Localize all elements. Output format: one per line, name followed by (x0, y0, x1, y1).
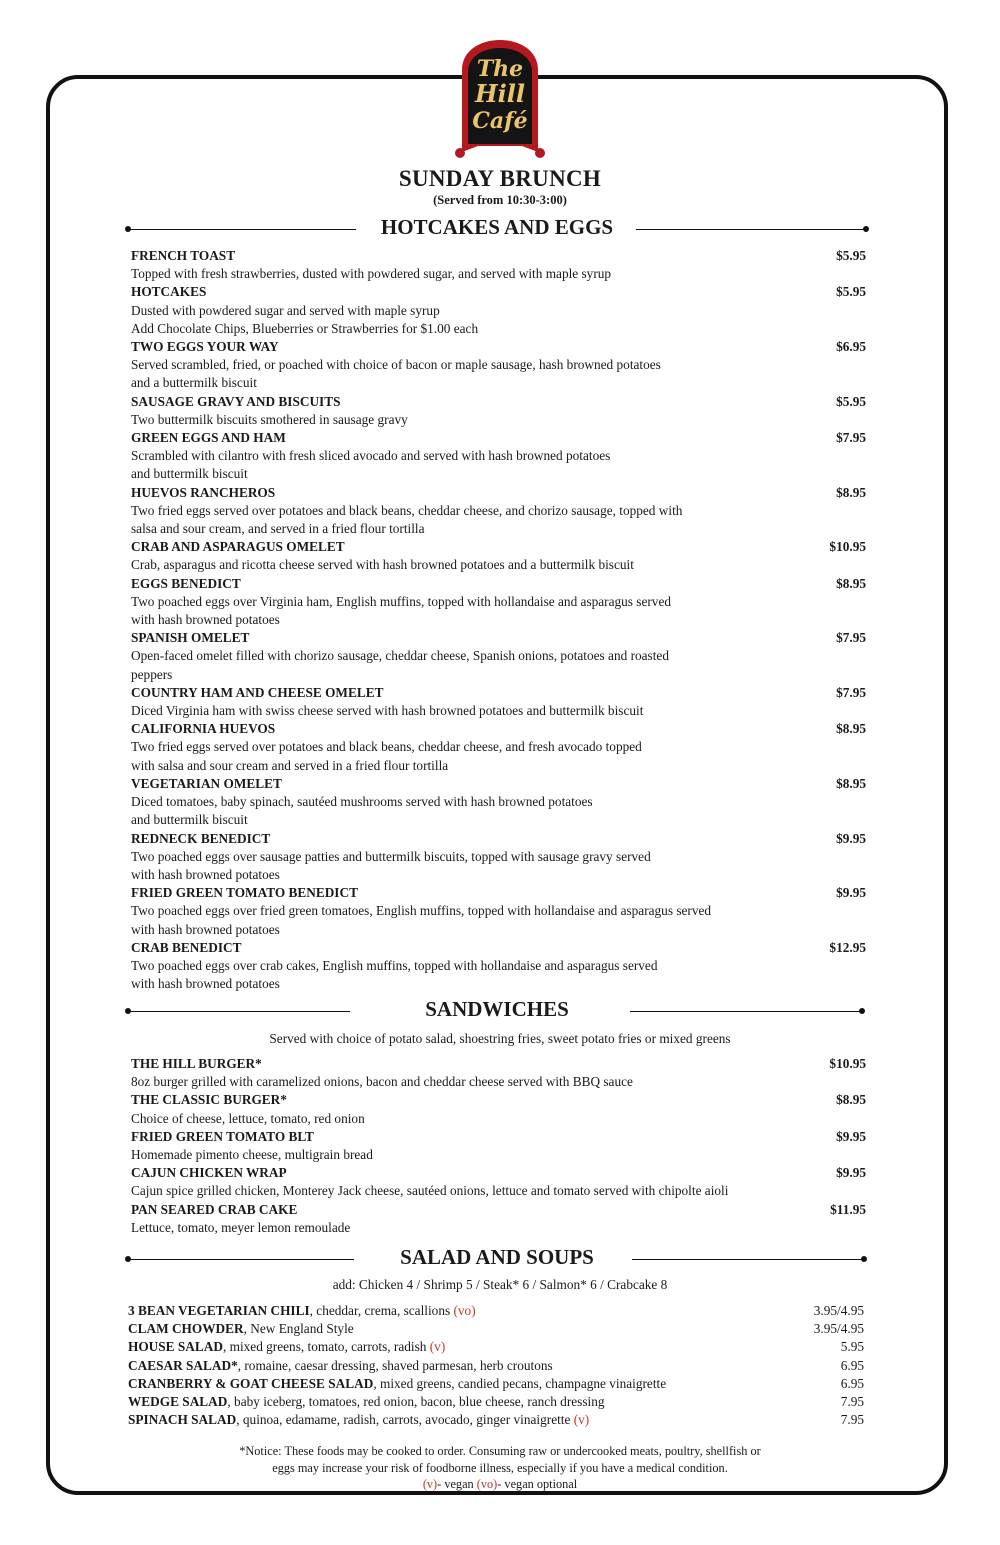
item-description: Choice of cheese, lettuce, tomato, red onion (131, 1110, 365, 1126)
divider-right (636, 229, 866, 230)
item-description: Two poached eggs over Virginia ham, English muffins, topped with hollandaise and asparagus served with hash browned potatoes (131, 593, 672, 628)
menu-item (131, 830, 866, 885)
menu-item (131, 338, 866, 393)
list-item (128, 1338, 864, 1356)
page-title: SUNDAY BRUNCH (398, 166, 602, 191)
list-item (128, 1357, 864, 1375)
item-price: $11.95 (830, 1201, 866, 1217)
item-price: $7.95 (836, 430, 866, 446)
logo-line-1: The (476, 56, 524, 82)
list-item (128, 1411, 864, 1429)
item-name: 3 BEAN VEGETARIAN CHILI (128, 1303, 310, 1318)
item-price: $8.95 (836, 484, 866, 500)
menu-item (131, 1164, 866, 1200)
item-name: COUNTRY HAM AND CHEESE OMELET (131, 684, 384, 700)
item-description: Lettuce, tomato, meyer lemon remoulade (131, 1219, 351, 1235)
menu-item (131, 538, 866, 574)
foodborne-notice (180, 1443, 820, 1493)
list-item (128, 1393, 864, 1411)
section-heading-sandwiches (128, 997, 866, 1027)
menu-item (131, 575, 866, 630)
item-price: 5.95 (840, 1339, 864, 1355)
item-description: Served scrambled, fried, or poached with choice of bacon or maple sausage, hash browned potatoes and a buttermilk biscuit (131, 357, 661, 391)
logo-line-2: Hill (474, 79, 526, 108)
item-price: $9.95 (836, 885, 866, 901)
item-description: Two fried eggs served over potatoes and black beans, cheddar cheese, and fresh avocado topped with salsa and sour cream and served in a fried flour tortilla (131, 739, 642, 773)
item-name: PAN SEARED CRAB CAKE (131, 1201, 298, 1217)
notice-line-1: *Notice: These foods may be cooked to order. Consuming raw or undercooked meats, poultry, shellfish or (239, 1444, 761, 1458)
item-price: $9.95 (836, 1165, 866, 1181)
item-name: HOTCAKES (131, 284, 207, 300)
menu-item (131, 1128, 866, 1164)
divider-right (630, 1011, 862, 1012)
menu-item (131, 720, 866, 775)
item-name: SPANISH OMELET (131, 630, 250, 646)
menu-item (131, 629, 866, 684)
item-description: Two poached eggs over sausage patties and buttermilk biscuits, topped with sausage gravy served with hash browned potatoes (131, 848, 651, 882)
item-name: CLAM CHOWDER (128, 1321, 244, 1337)
menu-item (131, 393, 866, 429)
item-price: $7.95 (836, 630, 866, 646)
item-name: EGGS BENEDICT (131, 575, 241, 591)
item-name: CAJUN CHICKEN WRAP (131, 1165, 287, 1181)
item-name: CAESAR SALAD* (128, 1357, 238, 1373)
sandwiches-list (131, 1055, 866, 1237)
item-price: $10.95 (829, 1056, 866, 1071)
item-price: $5.95 (836, 393, 866, 409)
salads-add-note: add: Chicken 4 / Shrimp 5 / Steak* 6 / Salmon* 6 / Crabcake 8 (332, 1277, 668, 1292)
item-name: TWO EGGS YOUR WAY (131, 339, 279, 355)
legend-v-text: - vegan (437, 1477, 477, 1491)
vegan-tag: (v) (573, 1412, 590, 1428)
item-description: Homemade pimento cheese, multigrain bread (131, 1147, 373, 1163)
item-description: Diced tomatoes, baby spinach, sautéed mushrooms served with hash browned potatoes and buttermilk biscuit (131, 794, 593, 828)
item-description: Open-faced omelet filled with chorizo sausage, cheddar cheese, Spanish onions, potatoes and roasted peppers (131, 648, 669, 682)
item-description: , mixed greens, candied pecans, champagne vinaigrette (373, 1375, 667, 1391)
item-name: SPINACH SALAD (128, 1412, 237, 1428)
item-name: CALIFORNIA HUEVOS (131, 721, 276, 737)
menu-item (131, 484, 866, 539)
item-price: 6.95 (840, 1375, 864, 1391)
list-item (128, 1320, 864, 1338)
item-description: Scrambled with cilantro with fresh sliced avocado and served with hash browned potatoes and buttermilk biscuit (131, 448, 611, 482)
item-price: 7.95 (840, 1394, 864, 1410)
item-description: Diced Virginia ham with swiss cheese served with hash browned potatoes and buttermilk biscuit (131, 703, 644, 719)
menu-item (131, 684, 866, 720)
section-title: SANDWICHES (425, 997, 569, 1021)
item-name: GREEN EGGS AND HAM (131, 430, 286, 446)
item-price: 6.95 (840, 1357, 864, 1373)
menu-item (131, 247, 866, 283)
vegan-tag: (vo) (453, 1303, 476, 1318)
vegan-legend (180, 1476, 820, 1493)
legend-vo-text: - vegan optional (497, 1477, 578, 1491)
section-heading-hotcakes (128, 215, 866, 245)
item-price: $8.95 (836, 575, 866, 591)
menu-item (131, 1055, 866, 1091)
item-description: , baby iceberg, tomatoes, red onion, bacon, blue cheese, ranch dressing (227, 1394, 605, 1410)
item-price: $8.95 (836, 721, 866, 737)
item-description: Two fried eggs served over potatoes and black beans, cheddar cheese, and chorizo sausage, topped with salsa and sour cream, and served in a fried flour tortilla (131, 502, 683, 537)
hotcakes-list (131, 247, 866, 993)
page-subtitle: (Served from 10:30-3:00) (433, 193, 567, 207)
item-name: THE HILL BURGER* (131, 1056, 262, 1071)
item-name: REDNECK BENEDICT (131, 830, 271, 846)
menu-item (131, 429, 866, 484)
hill-cafe-logo (450, 20, 550, 162)
menu-item (131, 775, 866, 830)
item-description: Crab, asparagus and ricotta cheese served with hash browned potatoes and a buttermilk biscuit (131, 557, 634, 573)
item-description: Topped with fresh strawberries, dusted with powdered sugar, and served with maple syrup (131, 266, 612, 282)
item-price: $8.95 (836, 1092, 866, 1108)
item-description: , quinoa, edamame, radish, carrots, avocado, ginger vinaigrette (236, 1412, 574, 1428)
menu-item (131, 283, 866, 338)
item-price: $8.95 (836, 775, 866, 791)
item-price: 3.95/4.95 (813, 1321, 864, 1337)
item-name: THE CLASSIC BURGER* (131, 1092, 287, 1108)
notice-line-2: eggs may increase your risk of foodborne illness, especially if you have a medical condition. (272, 1460, 728, 1475)
item-name: CRANBERRY & GOAT CHEESE SALAD (128, 1375, 374, 1391)
list-item (128, 1302, 864, 1320)
sandwiches-note: Served with choice of potato salad, shoestring fries, sweet potato fries or mixed greens (269, 1031, 731, 1046)
list-item (128, 1375, 864, 1393)
section-title: SALAD AND SOUPS (400, 1245, 594, 1269)
item-description: , romaine, caesar dressing, shaved parmesan, herb croutons (237, 1357, 553, 1373)
item-name: FRENCH TOAST (131, 248, 236, 263)
item-description: , New England Style (243, 1321, 354, 1337)
item-description: Cajun spice grilled chicken, Monterey Jack cheese, sautéed onions, lettuce and tomato served with chipolte aioli (131, 1183, 729, 1199)
section-title: HOTCAKES AND EGGS (380, 215, 614, 239)
item-name: FRIED GREEN TOMATO BLT (131, 1128, 314, 1144)
item-description: Two buttermilk biscuits smothered in sausage gravy (131, 411, 408, 427)
item-price: $9.95 (836, 1128, 866, 1144)
menu-item (131, 1201, 866, 1237)
item-description: Two poached eggs over fried green tomatoes, English muffins, topped with hollandaise and asparagus served with hash browned potatoes (131, 903, 712, 937)
item-price: $7.95 (836, 684, 866, 700)
item-name: FRIED GREEN TOMATO BENEDICT (131, 885, 358, 901)
legend-vo-tag: (vo) (476, 1477, 498, 1491)
item-description: , mixed greens, tomato, carrots, radish (222, 1339, 430, 1355)
item-name: HUEVOS RANCHEROS (131, 484, 276, 500)
logo-line-3: Café (472, 108, 528, 134)
legend-v-tag: (v) (422, 1477, 438, 1491)
item-price: 3.95/4.95 (813, 1303, 864, 1318)
menu-item (131, 1091, 866, 1127)
item-name: CRAB BENEDICT (131, 939, 242, 955)
menu-item (131, 939, 866, 994)
item-price: $5.95 (836, 248, 866, 263)
item-name: HOUSE SALAD (128, 1339, 223, 1355)
item-name: SAUSAGE GRAVY AND BISCUITS (131, 393, 341, 409)
divider-right (632, 1259, 864, 1260)
item-price: $12.95 (829, 939, 866, 955)
vegan-tag: (v) (429, 1339, 446, 1355)
item-price: 7.95 (840, 1412, 864, 1428)
item-price: $5.95 (836, 284, 866, 300)
item-name: WEDGE SALAD (128, 1394, 228, 1410)
item-price: $9.95 (836, 830, 866, 846)
item-description: Two poached eggs over crab cakes, English muffins, topped with hollandaise and asparagus served with hash browned potatoes (131, 957, 658, 992)
item-name: CRAB AND ASPARAGUS OMELET (131, 539, 345, 555)
item-description: Dusted with powdered sugar and served with maple syrup Add Chocolate Chips, Blueberries or Strawberries for $1.00 each (131, 302, 479, 336)
item-name: VEGETARIAN OMELET (131, 775, 282, 791)
item-description: 8oz burger grilled with caramelized onions, bacon and cheddar cheese served with BBQ sauce (131, 1074, 633, 1090)
item-description: , cheddar, crema, scallions (309, 1303, 454, 1318)
menu-item (131, 884, 866, 939)
section-heading-salads (128, 1245, 866, 1275)
item-price: $6.95 (836, 339, 866, 355)
salads-list (128, 1302, 864, 1429)
item-price: $10.95 (829, 539, 866, 555)
